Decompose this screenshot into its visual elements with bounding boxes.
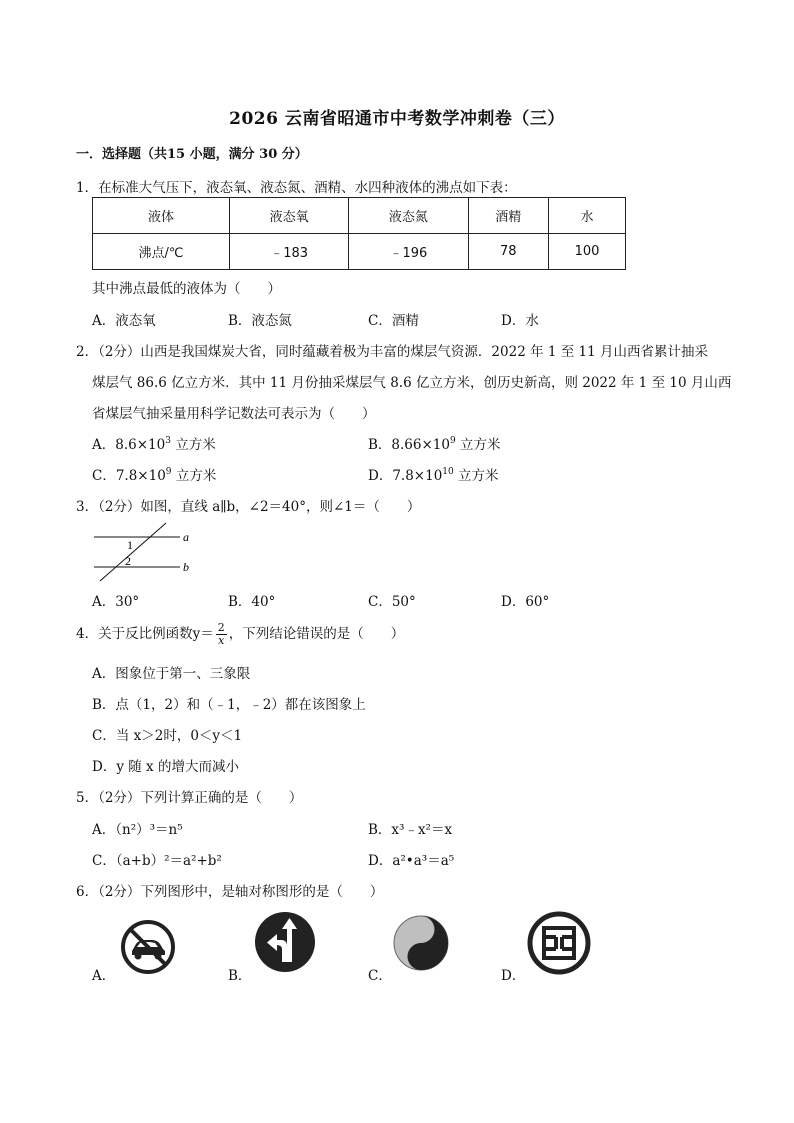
q2-option-d (368, 464, 499, 484)
q4-option-d: D．y 随 x 的增大而减小 (92, 759, 239, 775)
label-a: a (183, 530, 189, 544)
table-row (93, 234, 626, 270)
option-unit: 立方米 (171, 468, 217, 484)
table-cell: ﹣196 (349, 234, 468, 270)
angle-1-label: 1 (127, 538, 133, 552)
option-unit: 立方米 (170, 437, 216, 453)
q2-line3: 省煤层气抽采量用科学记数法可表示为（ ） (92, 406, 376, 422)
q5-option-a: A．（n²）³＝n⁵ (92, 822, 183, 838)
q4-stem (76, 622, 404, 647)
table-cell: 液态氧 (230, 198, 349, 234)
q2-line1: 2．（2分）山西是我国煤炭大省，同时蕴藏着极为丰富的煤层气资源．2022 年 1 至 11 月山西省累计抽采 (76, 344, 709, 360)
option-unit: 立方米 (455, 437, 501, 453)
transversal-line (100, 523, 166, 581)
q3-option-d: D．60° (501, 594, 550, 610)
exponent: 9 (165, 467, 172, 477)
table-cell: 沸点/℃ (93, 234, 230, 270)
section-heading: 一．选择题（共15 小题，满分 30 分） (76, 147, 308, 162)
q6-stem: 6．（2分）下列图形中，是轴对称图形的是（ ） (76, 884, 384, 900)
q2-option-c (92, 464, 216, 484)
q5-stem: 5．（2分）下列计算正确的是（ ） (76, 790, 303, 806)
table-cell: 酒精 (468, 198, 549, 234)
table-cell: 78 (468, 234, 549, 270)
q5-option-c: C．（a+b）²＝a²+b² (92, 853, 222, 869)
fraction-denominator: x (218, 634, 225, 647)
yin-yang-icon (392, 914, 450, 972)
q6-option-d: D． (501, 968, 526, 984)
exponent: 10 (442, 467, 454, 477)
option-unit: 立方米 (453, 468, 499, 484)
q6-option-a: A． (92, 968, 116, 984)
q5-option-d: D．a²•a³＝a⁵ (368, 853, 455, 869)
q4-option-c: C．当 x＞2时，0＜y＜1 (92, 728, 243, 744)
q4-option-a: A．图象位于第一、三象限 (92, 666, 251, 682)
bank-logo-icon (527, 911, 591, 975)
q3-stem: 3．（2分）如图，直线 a∥b，∠2＝40°，则∠1＝（ ） (76, 499, 421, 515)
boiling-point-table (92, 197, 626, 270)
table-header-row (93, 198, 626, 234)
q4-stem-post: ，下列结论错误的是（ ） (228, 626, 405, 642)
option-text: C．7.8×10 (92, 468, 166, 484)
q6-option-c: C． (368, 968, 392, 984)
page-title: 2026 云南省昭通市中考数学冲刺卷（三） (229, 109, 565, 129)
option-text: A．8.6×10 (92, 437, 166, 453)
q4-option-b: B．点（1，2）和（﹣1，﹣2）都在该图象上 (92, 697, 366, 713)
q1-stem: 1．在标准大气压下，液态氧、液态氮、酒精、水四种液体的沸点如下表： (76, 180, 517, 196)
q2-line2: 煤层气 86.6 亿立方米．其中 11 月份抽采煤层气 8.6 亿立方米，创历史新高，则 2022 年 1 至 10 月山西 (92, 375, 732, 391)
q3-option-c: C．50° (368, 594, 416, 610)
q2-option-a (92, 433, 216, 453)
option-text: B．8.66×10 (368, 437, 450, 453)
fraction (216, 622, 227, 647)
q3-option-b: B．40° (228, 594, 276, 610)
fraction-numerator: 2 (217, 621, 225, 634)
table-cell: 水 (549, 198, 626, 234)
q6-option-b: B． (228, 968, 252, 984)
straight-or-left-turn-arrow-icon (254, 911, 316, 973)
no-car-sign-icon (119, 918, 177, 976)
q1-ask: 其中沸点最低的液体为（ ） (92, 281, 281, 297)
option-text: D．7.8×10 (368, 468, 443, 484)
q2-option-b (368, 433, 501, 453)
q1-option-b: B．液态氮 (228, 313, 292, 329)
table-cell: 液态氮 (349, 198, 468, 234)
q1-option-c: C．酒精 (368, 313, 419, 329)
q1-option-d: D．水 (501, 313, 539, 329)
q4-stem-pre: 4．关于反比例函数y＝ (76, 626, 214, 642)
angle-2-label: 2 (125, 554, 131, 568)
exponent: 3 (165, 436, 171, 446)
exponent: 9 (449, 436, 456, 446)
table-cell: 液体 (93, 198, 230, 234)
q3-option-a: A．30° (92, 594, 140, 610)
table-cell: ﹣183 (230, 234, 349, 270)
q1-option-a: A．液态氧 (92, 313, 156, 329)
parallel-lines-figure (90, 521, 200, 583)
table-cell: 100 (549, 234, 626, 270)
label-b: b (183, 560, 189, 574)
q5-option-b: B．x³﹣x²＝x (368, 822, 453, 838)
